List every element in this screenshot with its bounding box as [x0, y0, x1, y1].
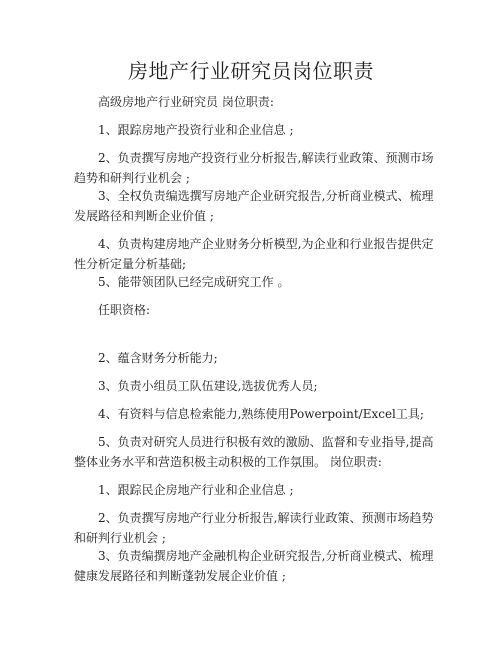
paragraph-qualifications-heading: 任职资格:	[98, 303, 151, 317]
paragraph-duty-b-1: 1、跟踪民企房地产行业和企业信息 ;	[98, 483, 294, 497]
paragraph-duty-b-3: 3、负责编撰房地产金融机构企业研究报告,分析商业模式、梳理健康发展路径和判断蓬勃发展企业价值 ;	[74, 549, 434, 583]
paragraph-duty-5: 5、能带领团队已经完成研究工作 。	[98, 275, 290, 289]
paragraph-duty-4: 4、负责构建房地产企业财务分析模型,为企业和行业报告提供定性分析定量分析基础;	[74, 237, 434, 271]
paragraph-duty-b-2: 2、负责撰写房地产行业分析报告,解读行业政策、预测市场趋势和研判行业机会 ;	[74, 511, 434, 545]
paragraph-senior-duties-heading: 高级房地产行业研究员 岗位职责:	[98, 95, 274, 109]
paragraph-duty-1: 1、跟踪房地产投资行业和企业信息 ;	[98, 123, 294, 137]
paragraph-qualification-2: 2、蕴含财务分析能力;	[98, 351, 218, 365]
paragraph-duty-2: 2、负责撰写房地产投资行业分析报告,解读行业政策、预测市场趋势和研判行业机会 ;	[74, 151, 434, 185]
paragraph-qualification-5: 5、负责对研究人员进行积极有效的激励、监督和专业指导,提高整体业务水平和营造积极主动积极的工作氛围。 岗位职责:	[74, 435, 434, 469]
paragraph-duty-3: 3、全权负责编选撰写房地产企业研究报告,分析商业模式、梳理发展路径和判断企业价值 ;	[74, 189, 434, 223]
paragraph-qualification-3: 3、负责小组员工队伍建设,选拔优秀人员;	[98, 379, 318, 393]
paragraph-qualification-4: 4、有资料与信息检索能力,熟练使用Powerpoint/Excel工具;	[98, 407, 424, 421]
document-title: 房地产行业研究员岗位职责	[128, 59, 374, 83]
